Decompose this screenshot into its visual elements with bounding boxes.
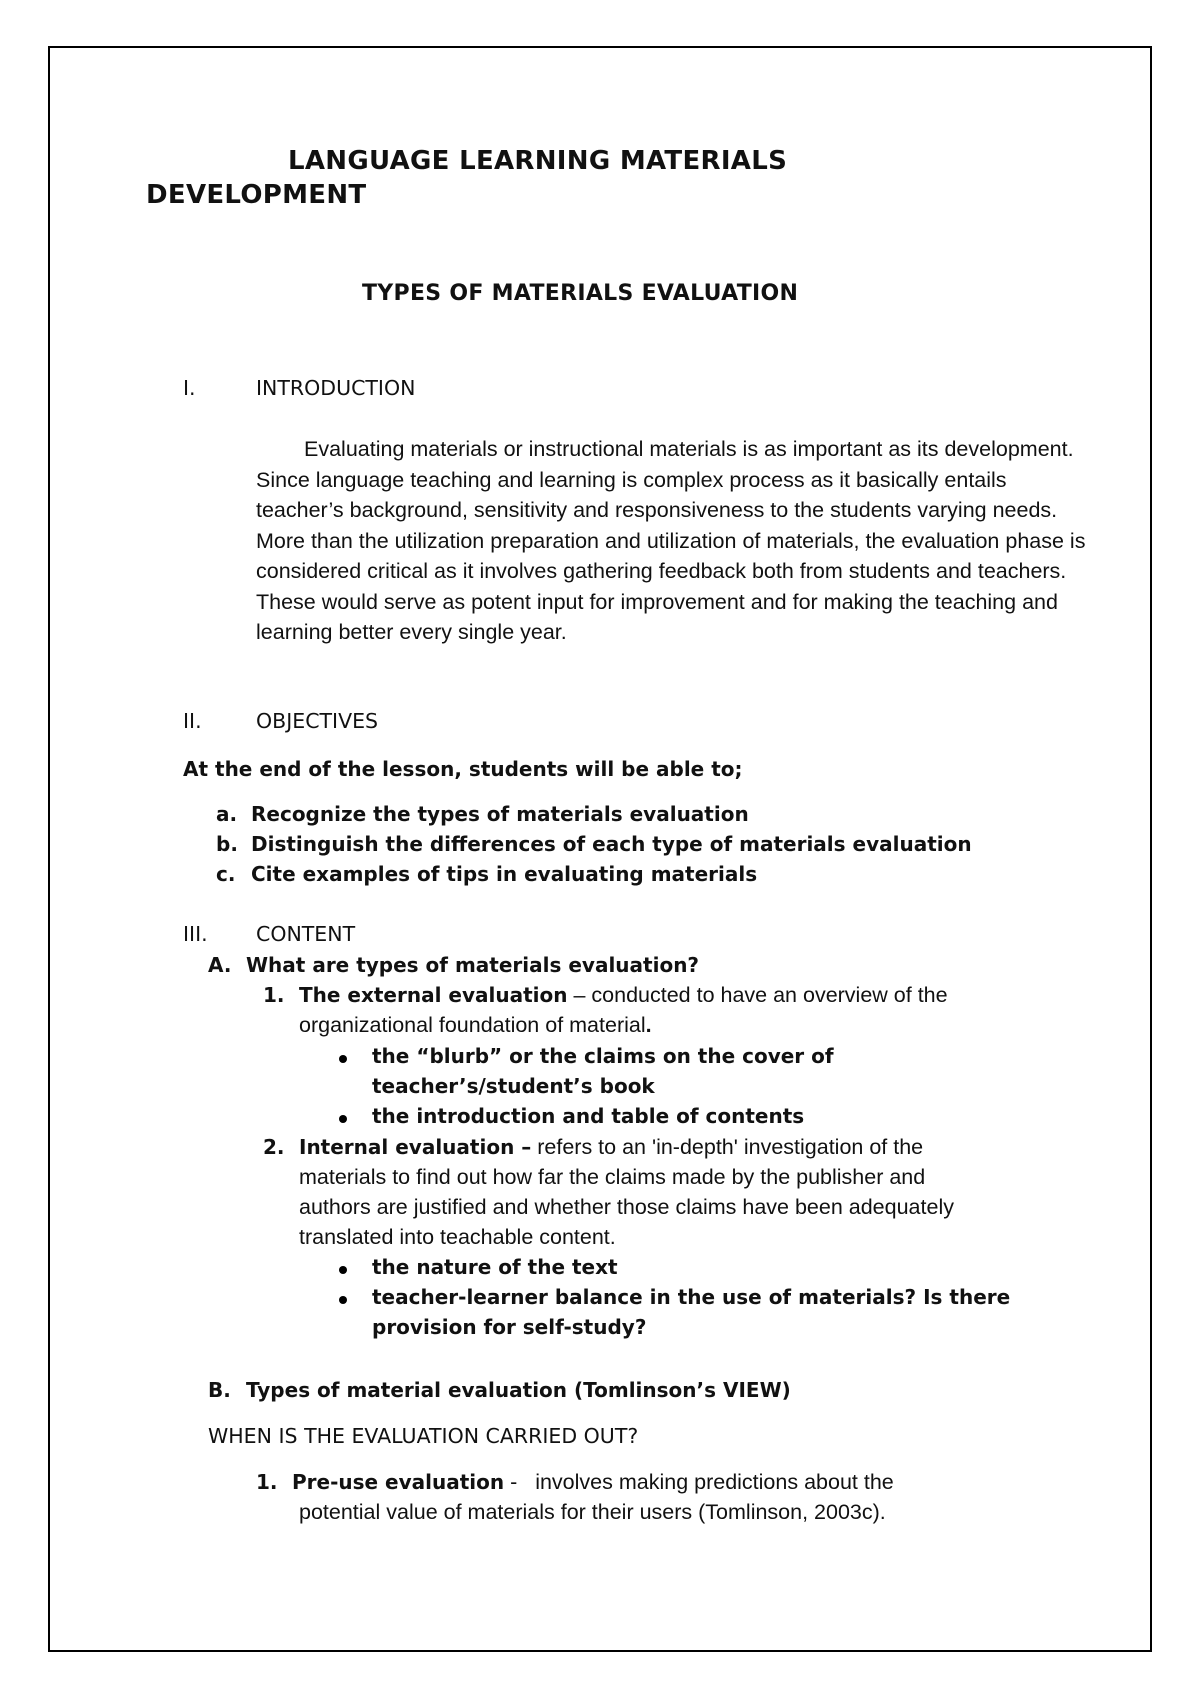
objectives-numeral: II.	[183, 709, 202, 733]
internal-bullet-1: the nature of the text	[372, 1255, 618, 1279]
internal-evaluation-line4: translated into teachable content.	[299, 1225, 616, 1249]
section-a-marker: A.	[208, 953, 232, 977]
objective-marker: b.	[216, 832, 238, 856]
pre-use-desc: - involves making predictions about the	[504, 1470, 894, 1494]
section-b-marker: B.	[208, 1378, 231, 1402]
internal-evaluation-desc: refers to an 'in-depth' investigation of the	[531, 1135, 924, 1159]
internal-bullet-2-cont: provision for self-study?	[372, 1315, 647, 1339]
bullet-icon	[339, 1055, 347, 1063]
external-bullet-1-cont: teacher’s/student’s book	[372, 1074, 655, 1098]
pre-use-line2: potential value of materials for their users (Tomlinson, 2003c).	[299, 1500, 886, 1524]
external-evaluation-desc: – conducted to have an overview of the	[567, 983, 948, 1007]
internal-evaluation-line3: authors are justified and whether those claims have been adequately	[299, 1195, 954, 1219]
section-b-question: WHEN IS THE EVALUATION CARRIED OUT?	[208, 1424, 639, 1448]
document-subtitle: TYPES OF MATERIALS EVALUATION	[362, 281, 799, 306]
intro-paragraph	[256, 434, 1086, 648]
external-evaluation-term: The external evaluation	[299, 983, 568, 1007]
bullet-icon	[339, 1296, 347, 1304]
document-title-line1: LANGUAGE LEARNING MATERIALS	[288, 146, 788, 176]
objectives-heading: OBJECTIVES	[256, 709, 379, 733]
objective-marker: c.	[216, 862, 236, 886]
pre-use-marker: 1.	[256, 1470, 278, 1494]
objective-marker: a.	[216, 802, 238, 826]
external-evaluation-desc-2: organizational foundation of material	[299, 1013, 646, 1037]
item-1-marker: 1.	[263, 983, 285, 1007]
internal-evaluation-line	[299, 1135, 923, 1160]
content-numeral: III.	[183, 922, 208, 946]
item-2-marker: 2.	[263, 1135, 285, 1159]
internal-bullet-2: teacher-learner balance in the use of materials? Is there	[372, 1285, 1011, 1309]
section-a-title: What are types of materials evaluation?	[246, 953, 700, 977]
pre-use-term: Pre-use evaluation	[292, 1470, 505, 1494]
external-bullet-1: the “blurb” or the claims on the cover of	[372, 1044, 834, 1068]
intro-numeral: I.	[183, 376, 196, 400]
intro-paragraph-text: Evaluating materials or instructional materials is as important as its development. Since language teaching and learning is complex process as it basically entails teacher’s background, sensitivity and responsiveness to the students varying needs. More than the utilization preparation and utilization of materials, the evaluation phase is considered critical as it involves gathering feedback both from students and teachers. These would serve as potent input for improvement and for making the teaching and learning better every single year.	[256, 437, 1086, 644]
bullet-icon	[339, 1115, 347, 1123]
internal-evaluation-term: Internal evaluation –	[299, 1135, 532, 1159]
pre-use-line	[292, 1470, 894, 1495]
objective-item: Recognize the types of materials evaluation	[251, 802, 749, 826]
external-bullet-2: the introduction and table of contents	[372, 1104, 805, 1128]
external-evaluation-line2	[299, 1013, 652, 1038]
objectives-lead: At the end of the lesson, students will be able to;	[183, 757, 743, 781]
internal-evaluation-line2: materials to find out how far the claims made by the publisher and	[299, 1165, 926, 1189]
bullet-icon	[339, 1266, 347, 1274]
objective-item: Distinguish the differences of each type of materials evaluation	[251, 832, 972, 856]
external-evaluation-period: .	[645, 1013, 652, 1037]
section-b-title: Types of material evaluation (Tomlinson’s VIEW)	[246, 1378, 791, 1402]
objective-item: Cite examples of tips in evaluating materials	[251, 862, 758, 886]
external-evaluation-line	[299, 983, 948, 1008]
intro-heading: INTRODUCTION	[256, 376, 416, 400]
document-title-line2: DEVELOPMENT	[146, 180, 367, 210]
content-heading: CONTENT	[256, 922, 356, 946]
